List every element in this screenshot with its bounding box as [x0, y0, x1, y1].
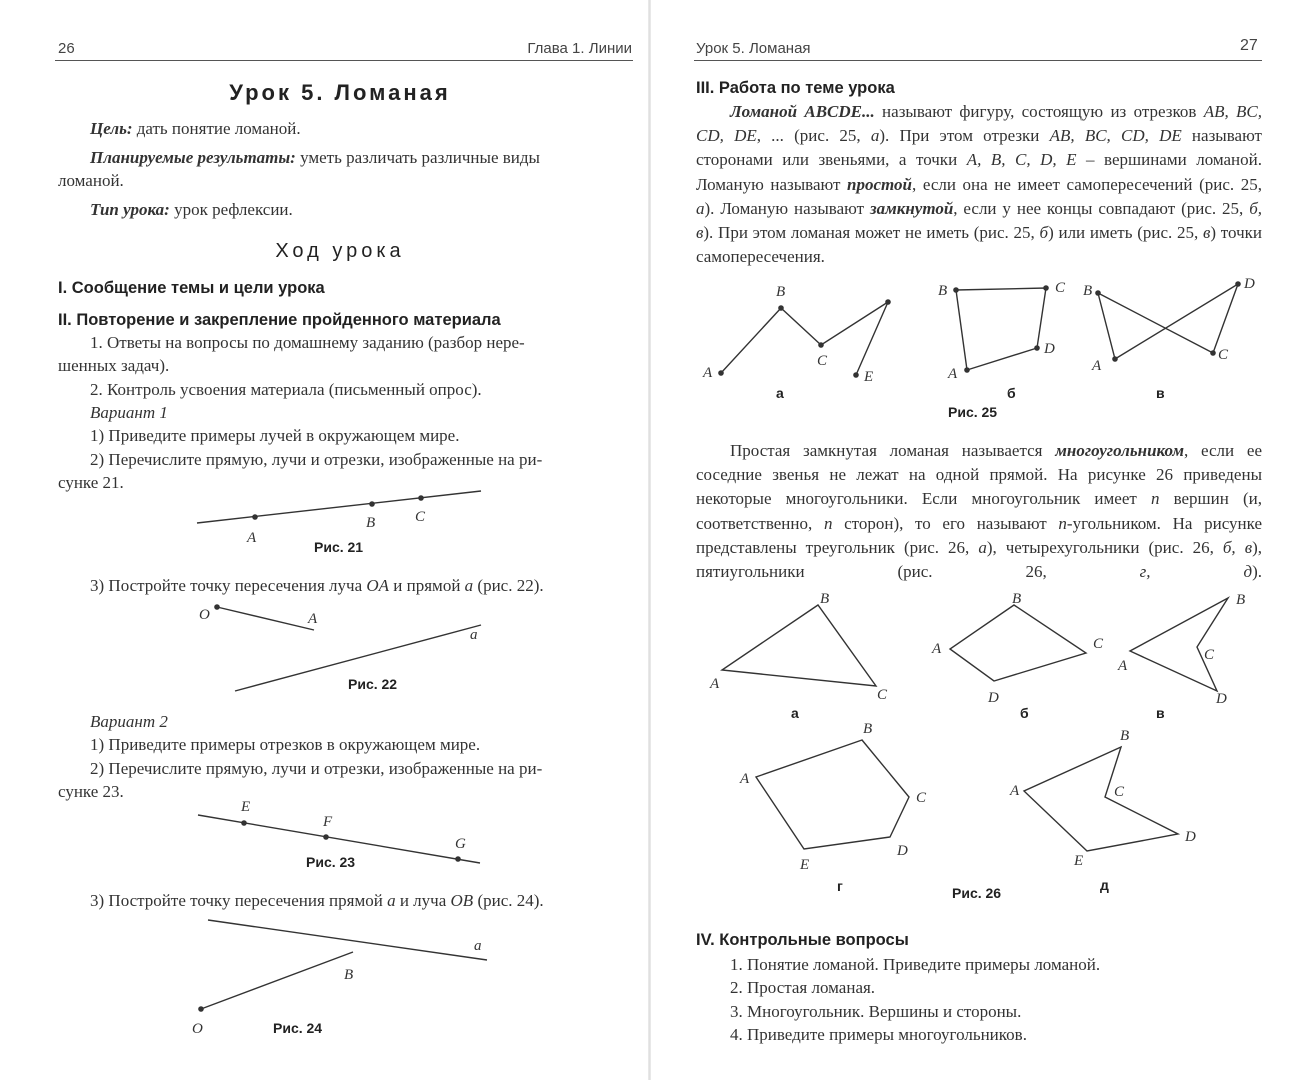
results-line	[90, 146, 540, 170]
fig22-caption: Рис. 22	[348, 676, 398, 692]
fig26-a	[709, 591, 888, 721]
p1-span-17: ). При этом ломаная может не иметь (рис. 25,	[703, 223, 1040, 243]
paragraph-1-line-1: 1. Ответы на вопросы по домашнему заданию (разбор нере-	[90, 333, 525, 352]
fig25-v-vertex	[1235, 281, 1241, 287]
v2-q3-text-3: (рис. 24).	[473, 891, 544, 910]
paragraph-polyline-definition	[696, 100, 1262, 269]
fig25-sub-a: а	[776, 385, 784, 401]
p1-span-16: б, в	[696, 198, 1262, 243]
figure-22	[0, 595, 650, 695]
fig21-point-b	[369, 501, 375, 507]
fig26-v-label: D	[1216, 691, 1227, 707]
q3-text-3: (рис. 22).	[473, 576, 544, 595]
fig26-b-label: D	[988, 690, 999, 706]
running-header-left: Глава 1. Линии	[527, 40, 632, 57]
variant-1-question-2-cont: сунке 21.	[58, 473, 124, 492]
header-rule-left	[55, 60, 633, 61]
fig26-g-label: B	[863, 721, 873, 737]
fig22-ray-oa	[217, 607, 314, 630]
fig25-b-label: A	[948, 366, 958, 382]
course-title: Ход урока	[275, 240, 405, 262]
section-4-heading: IV. Контрольные вопросы	[696, 931, 909, 949]
fig23-label-e: E	[241, 799, 251, 815]
fig26-v-label: B	[1236, 592, 1246, 608]
fig24-label-o: O	[192, 1021, 203, 1037]
p2-span-2: , если ее соседние звенья не лежат на одной прямой. На рисунке 26 приведены некоторые многоугольники. Если многоугольник имеет	[696, 441, 1263, 509]
p2-span-1: многоугольником	[1055, 441, 1185, 460]
p1-span-5: ). При этом отрезки	[879, 126, 1050, 146]
fig23-label-g: G	[455, 836, 466, 852]
fig26-a-triangle	[722, 605, 876, 686]
p1-span-13: ). Ломаную называют	[704, 198, 870, 218]
fig26-d-label: E	[1074, 853, 1084, 869]
section-2-heading: II. Повторение и закрепление пройденного материала	[58, 311, 501, 329]
fig26-g	[739, 721, 927, 894]
p1-span-8: A, B, C, D, E	[966, 150, 1077, 170]
fig25-a-vertex	[718, 370, 724, 376]
fig25-v-label: C	[1218, 347, 1229, 363]
fig26-d-label: C	[1114, 784, 1125, 800]
results-text: уметь различать различные виды	[295, 148, 540, 167]
fig25-v-polygon	[1098, 284, 1238, 359]
fig26-g-label: C	[916, 790, 927, 806]
goal-label: Цель:	[90, 119, 133, 138]
question-4: 4. Приведите примеры многоугольников.	[730, 1025, 1027, 1044]
question-3: 3. Многоугольник. Вершины и стороны.	[730, 1002, 1022, 1021]
fig26-g-label: D	[897, 843, 908, 859]
goal-line	[90, 117, 301, 141]
fig23-point-g	[455, 856, 461, 862]
fig26-g-pentagon	[756, 740, 909, 849]
fig25-b-vertex	[1043, 285, 1049, 291]
fig25-a-vertex	[853, 372, 859, 378]
fig25-a-polyline	[721, 302, 888, 375]
p2-span-9: а	[978, 537, 987, 557]
fig26-d-label: D	[1185, 829, 1196, 845]
p2-span-11: б, в	[1222, 537, 1253, 557]
p1-span-12: а	[696, 198, 705, 218]
fig25-b-label: C	[1055, 280, 1066, 296]
p1-span-9: – вершинами ломаной. Ломаную называют	[696, 150, 1263, 194]
fig25-a	[702, 284, 891, 401]
q3-text-1: 3) Постройте точку пересечения луча	[90, 576, 367, 595]
fig26-b-label: A	[932, 641, 942, 657]
v2-q3-text-1: 3) Постройте точку пересечения прямой	[90, 891, 388, 910]
p1-span-0: Ломаной ABCDE...	[730, 102, 875, 121]
v2-q3-line-a: a	[387, 891, 396, 910]
fig25-caption: Рис. 25	[948, 404, 998, 420]
fig26-b-label: C	[1093, 636, 1104, 652]
p1-span-11: , если она не имеет самопересечений (рис. 25,	[912, 174, 1262, 194]
fig25-v-label: B	[1083, 283, 1093, 299]
fig26-v-quad	[1130, 598, 1228, 691]
fig25-a-label: A	[703, 365, 713, 381]
q3-text-2: и прямой	[389, 576, 465, 595]
p2-span-10: ), четырехугольники (рис. 26,	[986, 537, 1223, 557]
fig25-b-vertex	[964, 367, 970, 373]
fig23-label-f: F	[323, 814, 333, 830]
fig25-b-vertex	[1034, 345, 1040, 351]
type-line	[90, 198, 293, 222]
fig23-point-f	[323, 834, 329, 840]
p1-span-15: , если у нее концы совпадают (рис. 25,	[953, 198, 1250, 218]
fig25-a-vertex	[885, 299, 891, 305]
fig26-a-label: C	[877, 687, 888, 703]
page-number-right: 27	[1240, 37, 1258, 54]
fig26-sub-d: д	[1100, 877, 1109, 893]
fig26-g-label: A	[740, 771, 750, 787]
type-label: Тип урока:	[90, 200, 170, 219]
p2-span-5: n	[823, 513, 833, 533]
fig26-sub-b: б	[1020, 705, 1029, 721]
fig26-sub-v: в	[1156, 705, 1165, 721]
fig25-sub-b: б	[1007, 385, 1016, 401]
p1-span-21: ) точки самопересечения.	[696, 223, 1262, 267]
variant-1-question-1: 1) Приведите примеры лучей в окружающем мире.	[90, 426, 460, 445]
fig25-a-vertex	[778, 305, 784, 311]
figure-26	[650, 585, 1309, 905]
fig26-sub-g: г	[837, 878, 843, 894]
fig25-b-vertex	[953, 287, 959, 293]
paragraph-1-line-2: шенных задач).	[58, 356, 170, 375]
fig26-v-label: C	[1204, 647, 1215, 663]
results-label: Планируемые результаты:	[90, 148, 296, 167]
question-2: 2. Простая ломаная.	[730, 978, 876, 997]
fig21-label-a: A	[247, 530, 257, 546]
fig25-b	[938, 280, 1066, 401]
fig26-d-label: A	[1010, 783, 1020, 799]
fig26-b-label: B	[1012, 591, 1022, 607]
header-rule-right	[694, 60, 1262, 61]
variant-2-heading: Вариант 2	[90, 712, 168, 731]
fig26-b	[931, 591, 1104, 721]
fig25-b-label: D	[1044, 341, 1055, 357]
fig26-caption: Рис. 26	[952, 885, 1002, 901]
p1-span-4: а	[870, 126, 880, 146]
fig25-sub-v: в	[1156, 385, 1165, 401]
goal-text: дать понятие ломаной.	[132, 119, 301, 138]
variant-1-heading: Вариант 1	[90, 403, 168, 422]
p1-span-10: простой	[847, 174, 912, 194]
lesson-title: Урок 5. Ломаная	[229, 80, 451, 105]
fig25-a-vertex	[818, 342, 824, 348]
section-3-heading: III. Работа по теме урока	[696, 79, 895, 97]
p2-span-14: ).	[1252, 562, 1262, 582]
fig22-label-line-a: a	[470, 627, 478, 643]
fig21-line	[197, 491, 481, 523]
fig21-caption: Рис. 21	[314, 539, 364, 555]
variant-1-question-2: 2) Перечислите прямую, лучи и отрезки, изображенные на ри-	[90, 450, 543, 469]
section-1-heading: I. Сообщение темы и цели урока	[58, 279, 325, 297]
fig24-label-a: a	[474, 938, 482, 954]
fig25-v-vertex	[1210, 350, 1216, 356]
left-page	[0, 0, 650, 1080]
fig22-label-o: O	[199, 607, 210, 623]
question-1: 1. Понятие ломаной. Приведите примеры ломаной.	[730, 955, 1101, 974]
p2-span-12: ), пятиугольники (рис. 26,	[696, 537, 1262, 582]
fig25-v-label: D	[1244, 276, 1255, 292]
fig26-a-label: B	[820, 591, 830, 607]
fig25-v-vertex	[1112, 356, 1118, 362]
p1-span-18: б	[1039, 223, 1049, 243]
fig22-label-a: A	[308, 611, 318, 627]
p2-span-0: Простая замкнутая ломаная называется	[730, 441, 1056, 460]
fig26-sub-a: а	[791, 705, 799, 721]
fig26-d-label: B	[1120, 728, 1130, 744]
fig26-d-pentagon	[1024, 747, 1178, 851]
p1-span-19: ) или иметь (рис. 25,	[1048, 223, 1204, 243]
fig21-label-c: C	[415, 509, 426, 525]
results-line-2: ломаной.	[58, 171, 124, 190]
v2-q3-ray-ob: OB	[450, 891, 474, 910]
fig25-a-label: C	[817, 353, 828, 369]
p1-span-3: , ... (рис. 25,	[756, 126, 871, 146]
figure-24	[0, 910, 650, 1040]
fig24-label-b: B	[344, 967, 354, 983]
p2-span-13: г, д	[1139, 562, 1253, 582]
fig25-v	[1083, 276, 1255, 401]
fig21-label-b: B	[366, 515, 376, 531]
fig21-point-c	[418, 495, 424, 501]
page-number-left: 26	[58, 40, 75, 57]
paragraph-polygon-definition	[696, 439, 1262, 584]
p2-span-8: -угольником. На рисунке представлены треугольник (рис. 26,	[696, 513, 1262, 557]
p1-span-6: AB, BC, CD, DE	[1049, 126, 1182, 146]
fig26-v	[1117, 592, 1245, 721]
v2-q3-text-2: и луча	[395, 891, 451, 910]
q3-ray-oa: OA	[366, 576, 390, 595]
p1-span-20: в	[1203, 223, 1211, 243]
paragraph-2: 2. Контроль усвоения материала (письменный опрос).	[90, 380, 482, 399]
q3-line-a: a	[464, 576, 474, 595]
fig25-v-label: A	[1092, 358, 1102, 374]
fig26-b-quad	[950, 605, 1086, 681]
fig25-b-label: B	[938, 283, 948, 299]
right-page	[650, 0, 1309, 1080]
fig26-g-label: E	[800, 857, 810, 873]
variant-2-question-1: 1) Приведите примеры отрезков в окружающем мире.	[90, 735, 481, 754]
p1-span-14: замкнутой	[869, 198, 954, 218]
type-text: урок рефлексии.	[169, 200, 293, 219]
fig26-a-label: A	[710, 676, 720, 692]
p1-span-1: называют фигуру, состоящую из отрезков	[874, 102, 1204, 121]
fig25-b-polygon	[956, 288, 1046, 370]
fig25-v-vertex	[1095, 290, 1101, 296]
fig26-d	[1009, 728, 1196, 893]
fig24-caption: Рис. 24	[273, 1020, 323, 1036]
fig26-v-label: A	[1118, 658, 1128, 674]
running-header-right: Урок 5. Ломаная	[696, 40, 811, 57]
p1-span-2: AB, BC, CD, DE	[696, 102, 1262, 146]
fig21-point-a	[252, 514, 258, 520]
p2-span-3: n	[1150, 489, 1160, 509]
variant-2-question-2: 2) Перечислите прямую, лучи и отрезки, изображенные на ри-	[90, 759, 543, 778]
p2-span-7: n	[1058, 513, 1067, 533]
p2-span-6: сторон), то его называют	[832, 513, 1059, 533]
fig23-point-e	[241, 820, 247, 826]
p2-span-4: вершин (и, соответственно,	[696, 489, 1262, 533]
fig25-a-label: E	[864, 369, 874, 385]
variant-2-question-2-cont: сунке 23.	[58, 782, 124, 801]
p1-span-7: называют сторонами или звеньями, а точки	[696, 126, 1262, 170]
fig25-a-label: B	[776, 284, 786, 300]
fig23-caption: Рис. 23	[306, 854, 356, 870]
fig24-ray-ob	[201, 952, 353, 1009]
